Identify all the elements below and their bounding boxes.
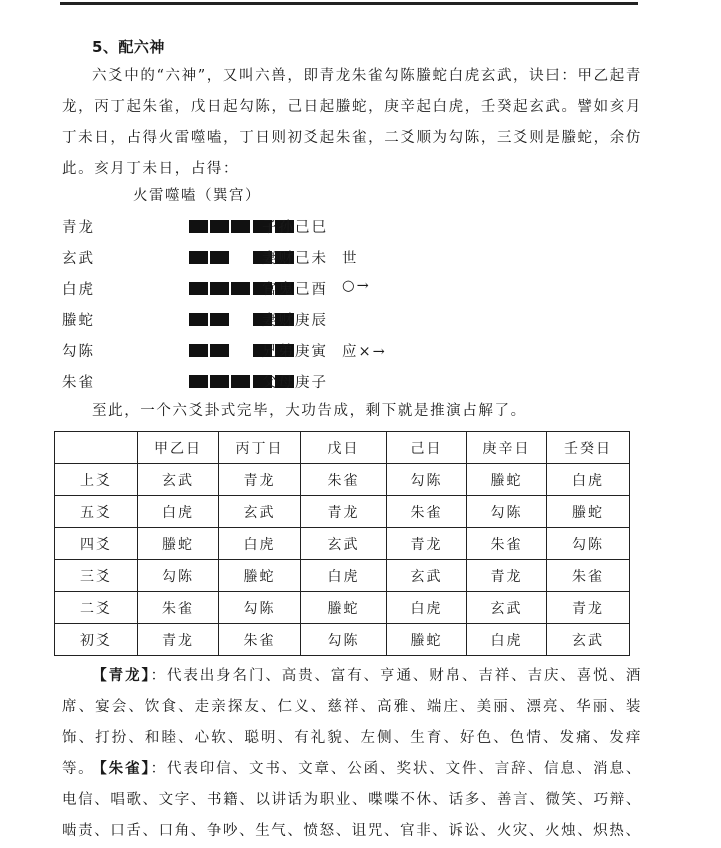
table-row [55,528,630,560]
hexagram-line [62,309,482,329]
table-header-row [55,432,630,464]
table-cell: 勾陈 [138,560,219,592]
six-god-label: 青龙 [62,220,95,236]
intro-text: 六爻中的“六神”，又叫六兽，即青龙朱雀勾陈螣蛇白虎玄武，诀曰：甲乙起青龙，丙丁起朱雀，戊日起勾陈，己日起螣蛇，庚辛起白虎，壬癸起玄武。譬如亥月丁未日，占得火雷噬嗑，丁日则初爻起朱雀，二爻顺为勾陈，三爻则是螣蛇，余仿此。亥月丁未日，占得： [62,68,642,177]
table-cell: 玄武 [219,496,301,528]
table-cell: 螣蛇 [467,464,547,496]
table-cell: 白虎 [301,560,387,592]
table-cell: 螣蛇 [387,624,467,656]
definition-zhuque [62,753,642,847]
table-cell: 朱雀 [301,464,387,496]
table-cell: 勾陈 [467,496,547,528]
table-cell: 白虎 [467,624,547,656]
intro-paragraph [62,61,642,185]
six-god-label: 玄武 [62,251,95,267]
section-title: 5、配六神 [92,38,165,56]
line-mark: 世 [342,251,359,267]
table-row-label: 上爻 [55,464,138,496]
line-relation: 官鬼己酉 [262,282,328,298]
six-god-label: 螣蛇 [62,313,95,329]
table-cell: 玄武 [467,592,547,624]
hexagram-line [62,216,482,236]
table-cell: 勾陈 [387,464,467,496]
line-relation: 妻财庚辰 [262,313,328,329]
table-cell: 白虎 [138,496,219,528]
table-cell: 螣蛇 [219,560,301,592]
table-cell: 朱雀 [387,496,467,528]
definition-text: ：代表印信、文书、文章、公函、奖状、文件、言辞、信息、消息、电信、唱歌、文字、书籍、以讲话为职业、喋喋不休、话多、善言、微笑、巧辩、啮责、口舌、口角、争吵、生气、愤怒、诅咒、官非、诉讼、火灾、火烛、炽热、 [62,761,643,839]
table-cell: 青龙 [301,496,387,528]
table-header-cell: 甲乙日 [138,432,219,464]
table-cell: 玄武 [138,464,219,496]
table-cell: 朱雀 [467,528,547,560]
table-cell: 青龙 [467,560,547,592]
table-header-cell: 己日 [387,432,467,464]
hexagram-line [62,247,482,267]
table-cell: 勾陈 [547,528,630,560]
six-god-label: 朱雀 [62,375,95,391]
table-cell: 勾陈 [219,592,301,624]
six-gods-table [54,431,630,656]
definition-label: 【青龙】 [92,667,151,684]
table-cell: 螣蛇 [547,496,630,528]
table-cell: 玄武 [547,624,630,656]
table-cell: 玄武 [301,528,387,560]
line-mark: 应×→ [342,344,387,360]
hexagram-title: 火雷噬嗑（巽宫） [133,188,261,204]
six-god-label: 白虎 [62,282,95,298]
table-row [55,560,630,592]
table-row [55,624,630,656]
table-row [55,464,630,496]
table-header-cell [55,432,138,464]
table-cell: 玄武 [387,560,467,592]
table-row-label: 三爻 [55,560,138,592]
table-cell: 螣蛇 [301,592,387,624]
table-cell: 朱雀 [138,592,219,624]
table-row-label: 五爻 [55,496,138,528]
table-cell: 青龙 [387,528,467,560]
conclusion-text: 至此，一个六爻卦式完毕，大功告成，剩下就是推演占解了。 [92,403,527,419]
table-row [55,496,630,528]
line-relation: 妻财己未 [262,251,328,267]
table-cell: 螣蛇 [138,528,219,560]
table-cell: 白虎 [387,592,467,624]
definition-label: 【朱雀】 [92,760,151,777]
six-god-label: 勾陈 [62,344,95,360]
table-row-label: 四爻 [55,528,138,560]
page-top-rule [60,2,638,5]
hexagram-line [62,371,482,391]
table-header-cell: 庚辛日 [467,432,547,464]
definition-text: ：代表出身名门、高贵、富有、亨通、财帛、吉祥、吉庆、喜悦、酒席、宴会、饮食、走亲探友、仁义、慈祥、高雅、端庄、美丽、漂亮、华丽、装饰、打扮、和睦、心软、聪明、有礼貌、左侧、生育、好色、色情、发痛、发痒等。 [62,668,643,777]
line-relation: 子孙己巳 [262,220,328,236]
table-cell: 朱雀 [547,560,630,592]
hexagram-line [62,340,482,360]
table-header-cell: 戊日 [301,432,387,464]
table-cell: 青龙 [547,592,630,624]
table-cell: 朱雀 [219,624,301,656]
line-mark: ○→ [342,278,371,294]
table-cell: 白虎 [547,464,630,496]
line-relation: 父母庚子 [262,375,328,391]
table-header-cell: 壬癸日 [547,432,630,464]
table-cell: 青龙 [138,624,219,656]
conclusion-paragraph [62,396,642,427]
table-row-label: 二爻 [55,592,138,624]
line-relation: 兄弟庚寅 [262,344,328,360]
table-cell: 勾陈 [301,624,387,656]
table-cell: 青龙 [219,464,301,496]
hexagram-line [62,278,482,298]
table-cell: 白虎 [219,528,301,560]
table-row [55,592,630,624]
table-row-label: 初爻 [55,624,138,656]
table-header-cell: 丙丁日 [219,432,301,464]
